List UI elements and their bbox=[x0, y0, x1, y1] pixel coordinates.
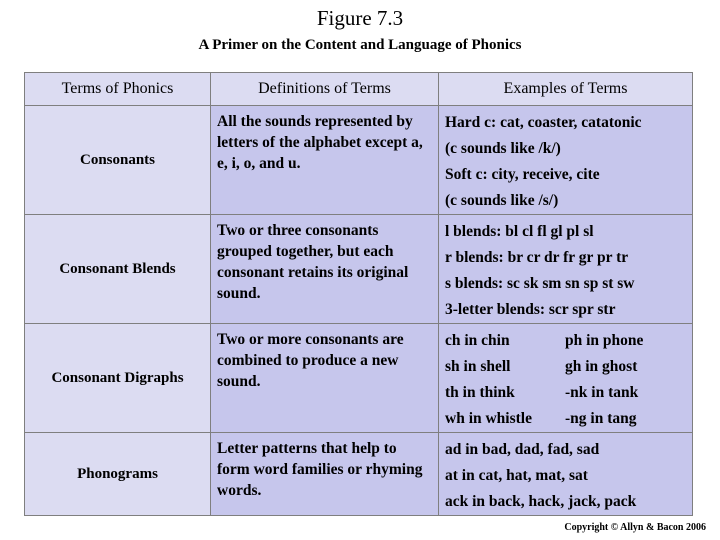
digraph-example-row bbox=[445, 354, 686, 380]
example-line: Soft c: city, receive, cite bbox=[445, 166, 600, 183]
example-line: (c sounds like /k/) bbox=[445, 140, 561, 157]
digraph-example-row bbox=[445, 406, 686, 432]
example-line: ad in bad, dad, fad, sad bbox=[445, 441, 600, 458]
example-left: th in think bbox=[445, 384, 515, 401]
figure-title: Figure 7.3 bbox=[316, 6, 404, 30]
digraph-example-row bbox=[445, 328, 686, 354]
table-row bbox=[25, 324, 693, 433]
table-row bbox=[25, 215, 693, 324]
examples-cell bbox=[439, 215, 693, 324]
term-cell: Consonant Digraphs bbox=[25, 324, 211, 433]
example-line: Hard c: cat, coaster, catatonic bbox=[445, 114, 642, 131]
term-cell: Consonant Blends bbox=[25, 215, 211, 324]
example-right: gh in ghost bbox=[565, 358, 638, 375]
example-left: wh in whistle bbox=[445, 410, 532, 427]
header-terms: Terms of Phonics bbox=[25, 73, 211, 106]
digraph-example-row bbox=[445, 380, 686, 406]
figure-subtitle: A Primer on the Content and Language of Phonics bbox=[198, 37, 522, 53]
examples-cell bbox=[439, 106, 693, 215]
examples-cell bbox=[439, 433, 693, 516]
example-right: -ng in tang bbox=[565, 410, 637, 427]
copyright-notice: Copyright © Allyn & Bacon 2006 bbox=[564, 522, 706, 533]
example-line: ack in back, hack, jack, pack bbox=[445, 493, 637, 510]
table-row bbox=[25, 106, 693, 215]
header-definitions: Definitions of Terms bbox=[211, 73, 439, 106]
term-cell: Phonograms bbox=[25, 433, 211, 516]
example-line: (c sounds like /s/) bbox=[445, 192, 559, 209]
example-left: ch in chin bbox=[445, 332, 510, 349]
definition-cell: Two or more consonants are combined to produce a new sound. bbox=[211, 324, 439, 433]
example-left: sh in shell bbox=[445, 358, 511, 375]
example-line: 3-letter blends: scr spr str bbox=[445, 301, 616, 318]
example-line: r blends: br cr dr fr gr pr tr bbox=[445, 249, 629, 266]
example-line: l blends: bl cl fl gl pl sl bbox=[445, 223, 594, 240]
table-row bbox=[25, 433, 693, 516]
header-row bbox=[25, 73, 693, 106]
term-cell: Consonants bbox=[25, 106, 211, 215]
example-line: s blends: sc sk sm sn sp st sw bbox=[445, 275, 635, 292]
example-line: at in cat, hat, mat, sat bbox=[445, 467, 588, 484]
phonics-table bbox=[24, 72, 693, 516]
definition-cell: All the sounds represented by letters of the alphabet except a, e, i, o, and u. bbox=[211, 106, 439, 215]
header-examples: Examples of Terms bbox=[439, 73, 693, 106]
examples-cell bbox=[439, 324, 693, 433]
example-right: -nk in tank bbox=[565, 384, 639, 401]
example-right: ph in phone bbox=[565, 332, 644, 349]
definition-cell: Two or three consonants grouped together, but each consonant retains its original sound. bbox=[211, 215, 439, 324]
definition-cell: Letter patterns that help to form word families or rhyming words. bbox=[211, 433, 439, 516]
